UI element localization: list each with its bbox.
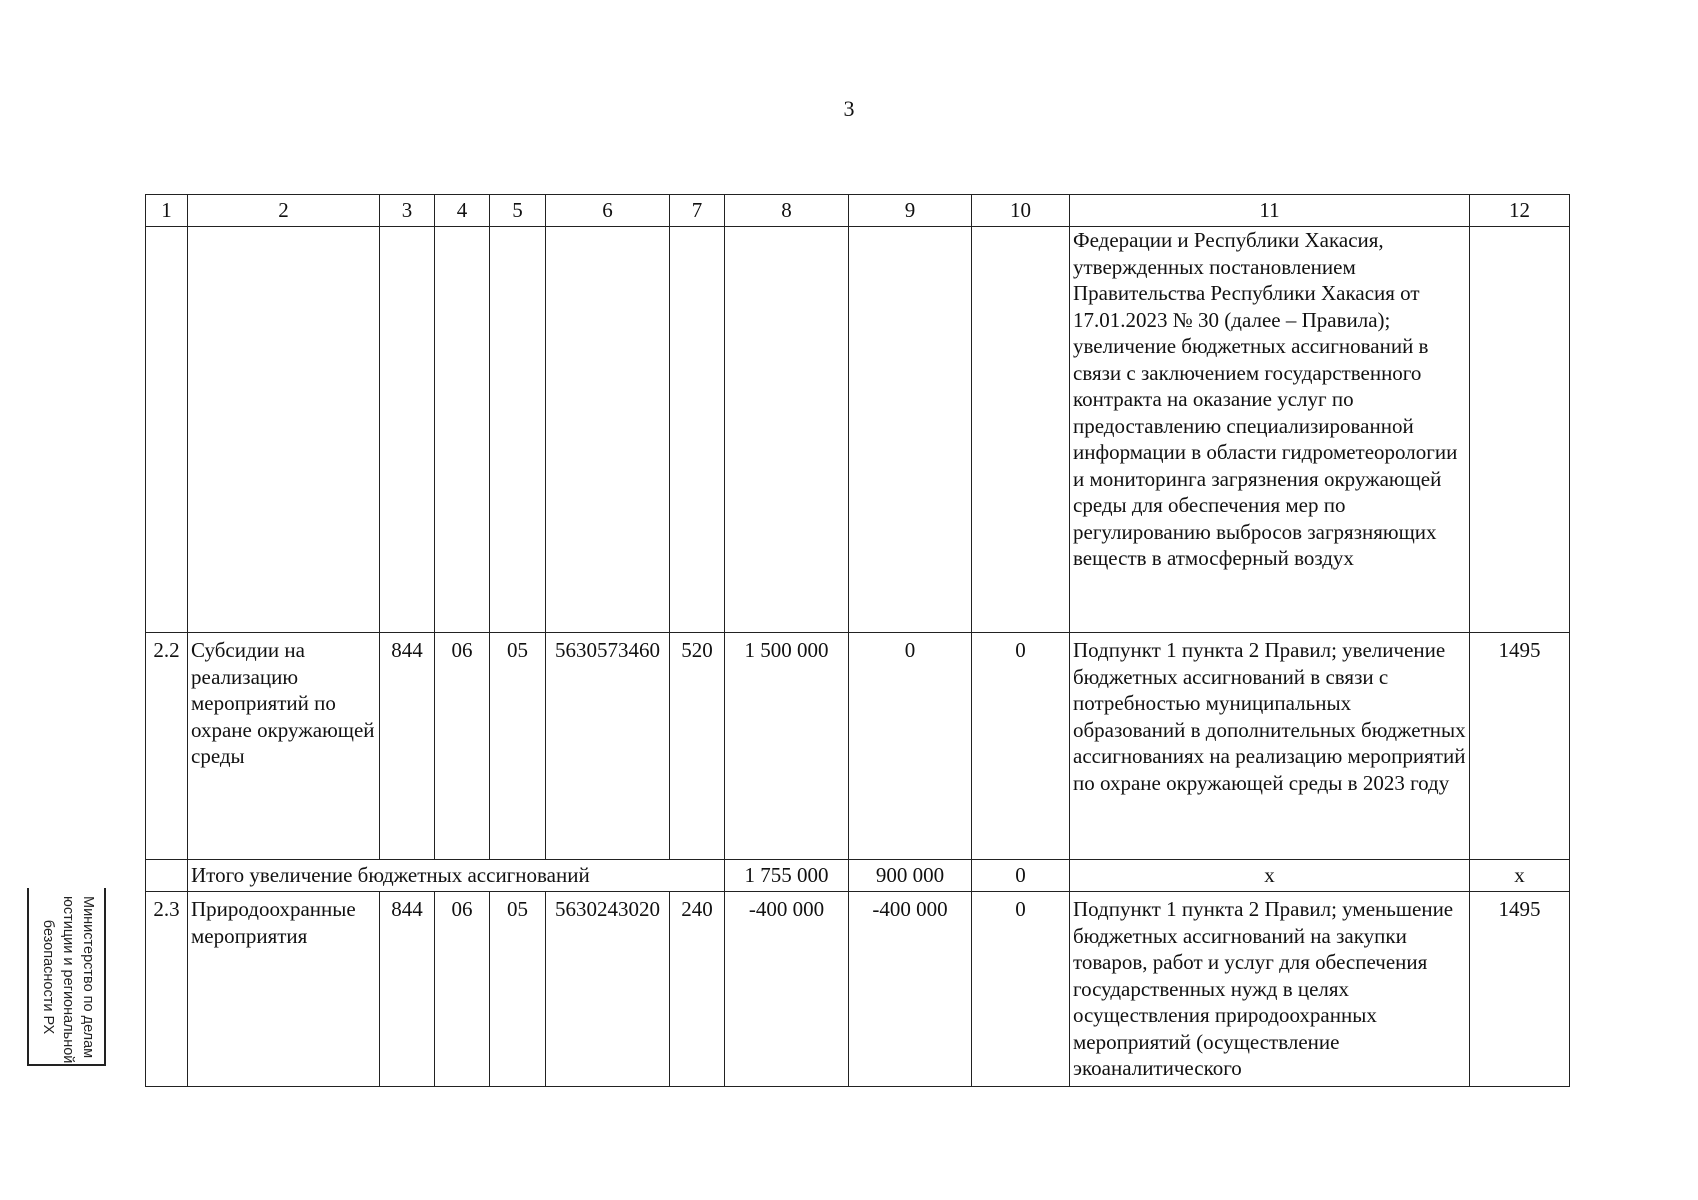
table-row — [146, 633, 1570, 860]
justification-cell: Подпункт 1 пункта 2 Правил; увеличение бюджетных ассигнований в связи с потребностью муниципальных образований в дополнительных бюджетных ассигнованиях на реализацию мероприятий по охране окружающей среды в 2023 году — [1070, 633, 1470, 860]
code-cell: 520 — [670, 633, 725, 860]
column-header: 10 — [972, 195, 1070, 227]
amount-cell: 0 — [972, 633, 1070, 860]
amount-cell: 1 500 000 — [725, 633, 849, 860]
page-number: 3 — [843, 96, 855, 121]
total-amount: 900 000 — [849, 860, 972, 892]
justification-cell: Подпункт 1 пункта 2 Правил; уменьшение бюджетных ассигнований на закупки товаров, работ и услуг для обеспечения государственных нужд в целях осуществления природоохранных мероприятий (осуществление экоаналитического — [1070, 892, 1470, 1087]
stamp-line: юстиции и региональной — [60, 896, 76, 1064]
column-header: 12 — [1470, 195, 1570, 227]
total-placeholder: x — [1470, 860, 1570, 892]
table-row — [146, 227, 1570, 633]
row-number: 2.2 — [146, 633, 188, 860]
code-cell: 06 — [435, 633, 490, 860]
amount-cell: 0 — [972, 892, 1070, 1087]
code-cell: 05 — [490, 892, 546, 1087]
code-cell: 844 — [380, 633, 435, 860]
ministry-stamp — [27, 888, 106, 1066]
code-cell: 1495 — [1470, 633, 1570, 860]
item-name: Субсидии на реализацию мероприятий по охране окружающей среды — [188, 633, 380, 860]
total-amount: 0 — [972, 860, 1070, 892]
column-header: 7 — [670, 195, 725, 227]
column-header: 3 — [380, 195, 435, 227]
code-cell: 06 — [435, 892, 490, 1087]
column-numbers-row — [146, 195, 1570, 227]
code-cell: 844 — [380, 892, 435, 1087]
item-name: Природоохранные мероприятия — [188, 892, 380, 1087]
column-header: 9 — [849, 195, 972, 227]
total-label: Итого увеличение бюджетных ассигнований — [188, 860, 725, 892]
code-cell: 5630243020 — [546, 892, 670, 1087]
column-header: 8 — [725, 195, 849, 227]
table-row — [146, 892, 1570, 1087]
stamp-line: безопасности РХ — [40, 919, 56, 1035]
code-cell: 1495 — [1470, 892, 1570, 1087]
stamp-line: Министерство по делам — [80, 896, 96, 1059]
column-header: 6 — [546, 195, 670, 227]
justification-cell: Федерации и Республики Хакасия, утвержденных постановлением Правительства Республики Хакасия от 17.01.2023 № 30 (далее – Правила); увеличение бюджетных ассигнований в связи с заключением государственного контракта на оказание услуг по предоставлению специализированной информации в области гидрометеорологии и мониторинга загрязнения окружающей среды для обеспечения мер по регулированию выбросов загрязняющих веществ в атмосферный воздух — [1070, 227, 1470, 633]
budget-table — [145, 194, 1570, 1087]
column-header: 1 — [146, 195, 188, 227]
total-placeholder: x — [1070, 860, 1470, 892]
column-header: 11 — [1070, 195, 1470, 227]
amount-cell: -400 000 — [849, 892, 972, 1087]
column-header: 4 — [435, 195, 490, 227]
column-header: 2 — [188, 195, 380, 227]
code-cell: 240 — [670, 892, 725, 1087]
total-row — [146, 860, 1570, 892]
code-cell: 5630573460 — [546, 633, 670, 860]
row-number: 2.3 — [146, 892, 188, 1087]
amount-cell: 0 — [849, 633, 972, 860]
code-cell: 05 — [490, 633, 546, 860]
amount-cell: -400 000 — [725, 892, 849, 1087]
column-header: 5 — [490, 195, 546, 227]
total-amount: 1 755 000 — [725, 860, 849, 892]
